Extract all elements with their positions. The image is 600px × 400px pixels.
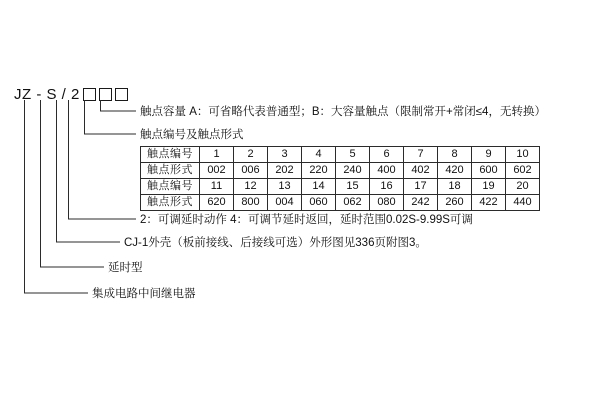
note-delay-type: 延时型 [108,262,143,274]
contacts-table [140,146,540,211]
row-header: 触点编号 [141,179,200,195]
cell: 202 [268,163,302,179]
cell: 5 [336,147,370,163]
cell: 800 [234,195,268,211]
model-code [14,86,128,103]
cell: 8 [438,147,472,163]
cell: 006 [234,163,268,179]
row-header: 触点编号 [141,147,200,163]
model-code-text: JZ - S / 2 [14,86,80,103]
cell: 620 [200,195,234,211]
cell: 062 [336,195,370,211]
cell: 440 [506,195,540,211]
table-row [141,179,540,195]
note-contact-capacity: 触点容量 A：可省略代表普通型；B：大容量触点（限制常开+常闭≤4，无转换） [140,106,546,118]
cell: 3 [268,147,302,163]
cell: 422 [472,195,506,211]
row-header: 触点形式 [141,195,200,211]
cell: 220 [302,163,336,179]
cell: 20 [506,179,540,195]
cell: 080 [370,195,404,211]
cell: 7 [404,147,438,163]
cell: 16 [370,179,404,195]
cell: 600 [472,163,506,179]
model-code-box-1 [83,88,96,101]
cell: 13 [268,179,302,195]
cell: 240 [336,163,370,179]
note-delay-function: 2：可调延时动作 4：可调节延时返回，延时范围0.02S-9.99S可调 [140,214,473,226]
cell: 002 [200,163,234,179]
cell: 6 [370,147,404,163]
contacts-table-wrap [140,146,540,211]
cell: 10 [506,147,540,163]
model-code-box-2 [99,88,112,101]
cell: 1 [200,147,234,163]
cell: 2 [234,147,268,163]
cell: 12 [234,179,268,195]
cell: 004 [268,195,302,211]
note-shell: CJ-1外壳（板前接线、后接线可选）外形图见336页附图3。 [124,237,427,249]
cell: 14 [302,179,336,195]
note-contact-number-form: 触点编号及触点形式 [140,129,244,141]
row-header: 触点形式 [141,163,200,179]
cell: 11 [200,179,234,195]
cell: 420 [438,163,472,179]
model-code-box-3 [115,88,128,101]
cell: 242 [404,195,438,211]
cell: 4 [302,147,336,163]
cell: 18 [438,179,472,195]
cell: 402 [404,163,438,179]
cell: 9 [472,147,506,163]
cell: 19 [472,179,506,195]
table-row [141,147,540,163]
cell: 15 [336,179,370,195]
table-row [141,163,540,179]
cell: 602 [506,163,540,179]
table-row [141,195,540,211]
cell: 17 [404,179,438,195]
cell: 400 [370,163,404,179]
cell: 260 [438,195,472,211]
cell: 060 [302,195,336,211]
note-ic-relay: 集成电路中间继电器 [92,288,196,300]
